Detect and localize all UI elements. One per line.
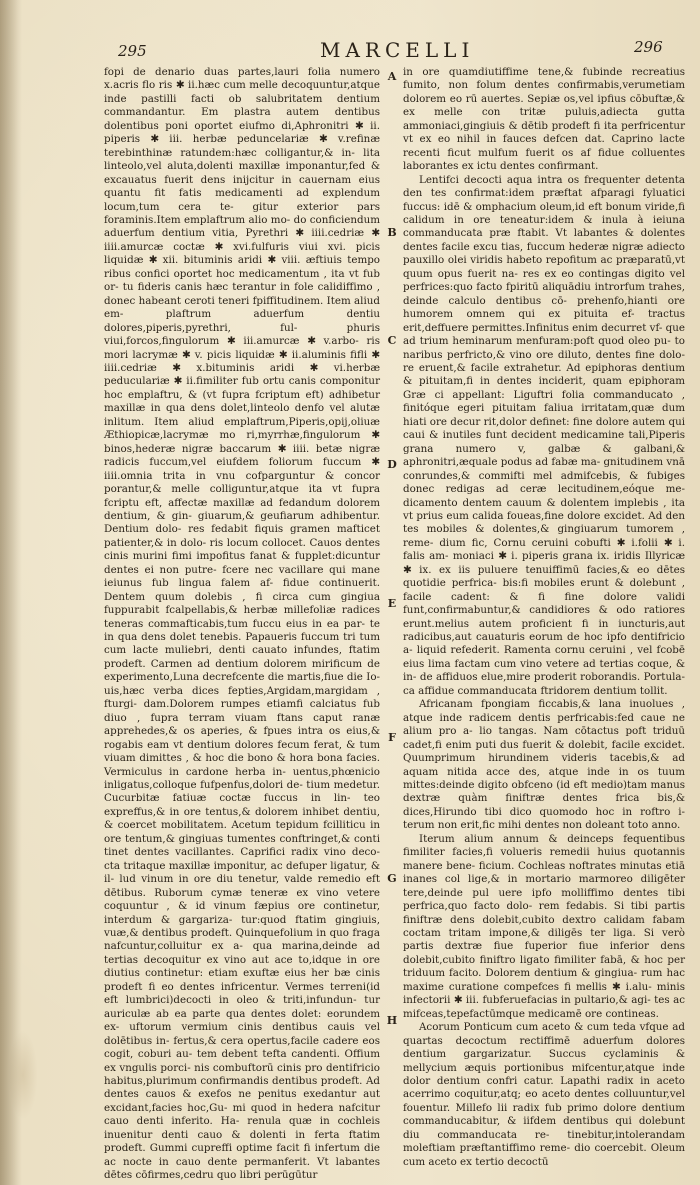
binding-shadow (0, 0, 22, 1185)
running-head (0, 38, 700, 64)
section-letter-d: D (387, 458, 397, 471)
section-letter-c: C (387, 334, 397, 347)
paragraph: Lentifci decocti aqua intra os frequenter detenta den tes confirmat:idem præftat afparagi fyluatici fuccus: idē & omphacium oleum,id eft bonum viride,fi calidum in ore teneatur:idem & inula à ieiuna commanducata præ ftabit. Vt labantes & dolentes dentes facile excu tias, fuccum hederæ nigræ adiecto pauxillo olei viridis habeto repofitum ac præparatū,vt quum opus fuerit na- res ex eo contingas digito vel perfrices:quo facto fpiritū aliquādiu introrfum trahes, deinde calculo dentibus cō- prehenfo,hianti ore humorem omnem qui ex pituita ef- tractus erit,deffuere permittes.Infinitus enim decurret vf- que ad trium heminarum menfuram:poft quod oleo pu- to naribus perfricto,& vino ore diluto, dentes fine dolo- re eruent,& facile extrahetur. Ad epiphoras dentium & pituitam,fi in dentes inciderit, quam epiphoram Græ ci appellant: Liguftri folia commanducato , finitóque egeri pituitam faliua irritatam,quæ dum hiati ore decur rit,dolor definet: fine dolore autem qui caui & inutiles funt decident medicamine tali,Piperis grana numero v, galbæ & galbani,& aphronitri,æquale podus ad fabæ ma- gnitudinem vnā conrundes,& commifti mel admifcebis, & fubiges donec redigas ad ceræ lecitudinem,eóque me- dicamento dentem cauum & dolentem implebis , ita vt prius eum calida foueas,fine dolore excidet. Ad den tes mobiles & dolentes,& gingiuarum tumorem , reme- dium fic, Cornu ceruini cobufti ✱ i.folii ✱ i. falis am- moniaci ✱ i. piperis grana ix. iridis Illyricæ ✱ ix. ex iis puluere tenuiffimū facies,& eo dētes quotidie perfrica- bis:fi mobiles erunt & dolebunt , facile cadent: & fi fine dolore validi funt,confirmabuntur,& candidiores & odo ratiores erunt.melius autem proficient fi in iuncturis,aut radicibus,aut cauaturis eorum de hoc ipfo dentifricio a- liquid refederit. Ramenta cornu ceruini , vel fcobē eius lima factam cum vino vetere ad tertias coque, & in- de affiduos elue,mire proderit roborandis. Portula- ca affidue commanducata ftridorem dentium tollit. (403, 173, 685, 697)
page-title: MARCELLI (320, 38, 475, 62)
paragraph: Africanam fpongiam ficcabis,& lana inuolues , atque inde radicem dentis perfricabis:fed caue ne alium pro a- lio tangas. Nam cōtactus poft triduū cadet,fi enim puti dus fuerit & dolebit, facile excidet. Quumprimum hirundinem videris tacebis,& ad aquam nitida acce des, atque inde in os tuum mittes:deinde digito obfceno (id eft medio)tam manus dextræ quàm finiftræ dentes frica bis,& dices,Hirundo tibi dico quomodo hoc in roftro i- terum non erit,fic mihi dentes non doleant toto anno. (403, 698, 685, 832)
section-letters (385, 66, 399, 1126)
paragraph: in ore quamdiutiffime tene,& fubinde recreatius fumito, non folum dentes confirmabis,verumetiam dolorem eo rū auertes. Sepiæ os,vel ipfius cōbuftæ,& ex melle con tritæ puluis,adiecta gutta ammoniaci,gingiuis & dētib prodeft fi ita perfricentur vt ex eo nihil in fauces defcen dat. Caprino lacte recenti ficut mulfum fuerit os af fidue colluentes laborantes ex ictu dentes confirmant. (403, 66, 685, 173)
paragraph: fopi de denario duas partes,lauri folia numero x.acris flo ris ✱ ii.hæc cum melle decoquuntur,atque inde pastilli facti ob salubritatem dentium commandantur. Em plastra autem dentibus dolentibus poni oportet eiufmo di,Aphronitri ✱ ii. piperis ✱ iii. herbæ peduncelariæ ✱ v.refinæ terebinthinæ ratundem:hæc colligantur,& in- lita linteolo,vel aluta,dolenti maxillæ imponantur,fed & excauatus fuerit dens inijcitur in cauernam eius quantu fit fatis medicamenti ad explendum locum,tum cera te- gitur exterior pars foraminis.Item emplaftrum alio mo- do conficiendum aduerfum dentium vitia, Pyrethri ✱ iiii.cedriæ ✱ iiii.amurcæ coctæ ✱ xvi.fulfuris viui xvi. picis liquidæ ✱ xii. bituminis aridi ✱ viii. æftiuis tempo ribus confici oportet hoc medicamentum , ita vt fub or- tu fideris canis hæc terantur in fole calidiffimo , donec habeant ceroti teneri fpiffitudinem. Item aliud em- plaftrum aduerfum dentiu dolores,piperis,pyrethri, ful- phuris viui,forcos,fingulorum ✱ iii.amurcæ ✱ v.arbo- ris mori lacrymæ ✱ v. picis liquidæ ✱ ii.aluminis fifli ✱ iiii.cedriæ ✱ x.bituminis aridi ✱ vi.herbæ peduculariæ ✱ ii.fimiliter fub ortu canis componitur hoc emplaftru, & (vt fupra fcriptum eft) adhibetur maxillæ in qua dens dolet,linteolo denfo vel alutæ inlitum. Item aliud emplaftrum,Piperis,opij,oliuæ Æthiopicæ,lacrymæ mo ri,myrrhæ,fingulorum ✱ binos,hederæ nigræ baccarum ✱ iiii. betæ nigræ radicis fuccum,vel eiufdem foliorum fuccum ✱ iiii.omnia trita in vnu cofparguntur & concor porantur,& melle colliguntur,atque ita vt fupra fcriptu eft, affectæ maxillæ ad fedandum dolorem dentium, & gin- giuarum,& geufiarum adhibentur. Dentium dolo- res fedabit fiquis gramen mafticet patienter,& in dolo- ris locum collocet. Cauos dentes cinis murini fimi impofitus fanat & fupplet:dicuntur dentes ei non putre- fcere nec vacillare qui mane ieiunus fub lingua falem af- fidue continuerit. Dentem quum dolebis , fi circa cum gingiua fuppurabit fcalpellabis,& herbæ millefoliæ radices teneras commafticabis,tum fuccu eius in ea par- te in qua dens dolet tenebis. Papaueris fuccum tri tum cum lacte muliebri, denti cauato infundes, ftatim prodeft. Carmen ad dentium dolorem mirificum de experimento,Luna decrefcente die martis,fiue die Io- uis,hæc verba dices fepties,Argidam,margidam , fturgi- dam.Dolorem rumpes etiamfi calciatus fub diuo , fupra terram viuam ftans caput ranæ apprehedes,& os aperies, & fpues intra os eius,& rogabis eam vt dentium dolores fecum ferat, & tum viuam dimittes , & hoc die bono & hora bona facies. Vermiculus in cardone herba in- uentus,phœnicio inligatus,colloque fufpenfus,dolori de- tium medetur. Cucurbitæ fatiuæ coctæ fuccus in lin- teo expreffus,& in ore tentus,& dolorem inhibet dentiu, & coercet mobilitatem. Acetum tepidum fcilliticu in ore tentum,& gingiuas tumentes conftringet,& conti tinet dentes vacillantes. Caprifici radix vino deco- cta tritaque maxillæ imponitur, ac defuper ligatur, & il- lud vinum in ore diu tenetur, valde remedio eft dētibus. Ruborum cymæ teneræ ex vino vetere coquuntur , & id vinum fæpius ore continetur, interdum & gargariza- tur:quod ftatim gingiuis, vuæ,& dentibus prodeft. Quinquefolium in quo fraga nafcuntur,colluitur ex a- qua marina,deinde ad tertias decoquitur ex vino aut ace to,idque in ore diutius continetur: etiam exuftæ eius her bæ cinis prodeft fi eo dentes infricentur. Vermes terreni(id eft lumbrici)decocti in oleo & triti,infundun- tur auriculæ ab ea parte qua dentes dolet: eorundem ex- uftorum vermium cinis dentibus cauis vel dolētibus in- fertus,& cera opertus,facile cadere eos cogit, coburi au- tem debent tefta candenti. Offium ex vngulis porci- nis combuftorū cinis pro dentifricio habitus,plurimum confirmandis dentibus prodeft. Ad dentes cauos & exefos ne penitus exedantur aut excidant,facies hoc,Gu- mi quod in hedera nafcitur cauo denti inferito. Ha- renula quæ in cochleis inuenitur denti cauo & dolenti in ferta ftatim prodeft. Gummi cupreffi optime facit fi infertum die ac nocte in cauo dente permanferit. Vt labantes dētes cōfirmes,cedru quo libri perūgūtur (104, 66, 380, 1182)
section-letter-a: A (387, 70, 397, 83)
paragraph: Acorum Ponticum cum aceto & cum teda vfque ad quartas decoctum rectiffimē aduerfum dolores dentium gargarizatur. Succus cyclaminis & mellycium æquis portionibus mifcentur,atque inde dolor dentium confri catur. Lapathi radix in aceto acerrimo coquitur,atq; eo aceto dentes colluuntur,vel fouentur. Millefo lii radix fub primo dolore dentium commanducabitur, & iifdem dentibus qui dolebunt diu commanducata re- tinebitur,intolerandam moleftiam præftantiffimo reme- dio coercebit. Oleum cum aceto ex tertio decoctū (403, 1021, 685, 1168)
section-letter-f: F (388, 731, 396, 744)
section-letter-g: G (387, 872, 397, 885)
paragraph: Iterum alium annum & deinceps fequentibus fimiliter facies,fi volueris remedii huius quotannis manere bene- ficium. Cochleas noftrates minutas etiā inanes col lige,& in mortario marmoreo diligēter tere,deinde pul uere ipfo molliffimo dentes tibi perfrica,quo facto dolo- rem fedabis. Si tibi partis finiftræ dens dolebit,cubito dextro calidam fabam coctam tritam impone,& diligēs ter liga. Si verò partis dextræ fiue fuperior fiue inferior dens dolebit,cubito finiftro ligato fimiliter fabā, & hoc per triduum facito. Dolorem dentium & gingiua- rum hac maxime curatione compefces fi mellis ✱ i.alu- minis infectorii ✱ iii. fubferuefacias in pultario,& agi- tes ac mifceas,tepefactūmque medicamē ore contineas. (403, 832, 685, 1020)
section-letter-b: B (387, 226, 397, 239)
folio-left: 295 (118, 42, 147, 60)
folio-right: 296 (634, 38, 663, 56)
right-column (403, 66, 685, 1169)
left-column (104, 66, 380, 1183)
section-letter-e: E (387, 597, 397, 610)
section-letter-h: H (386, 1014, 398, 1027)
paper-stain (8, 1030, 38, 1120)
